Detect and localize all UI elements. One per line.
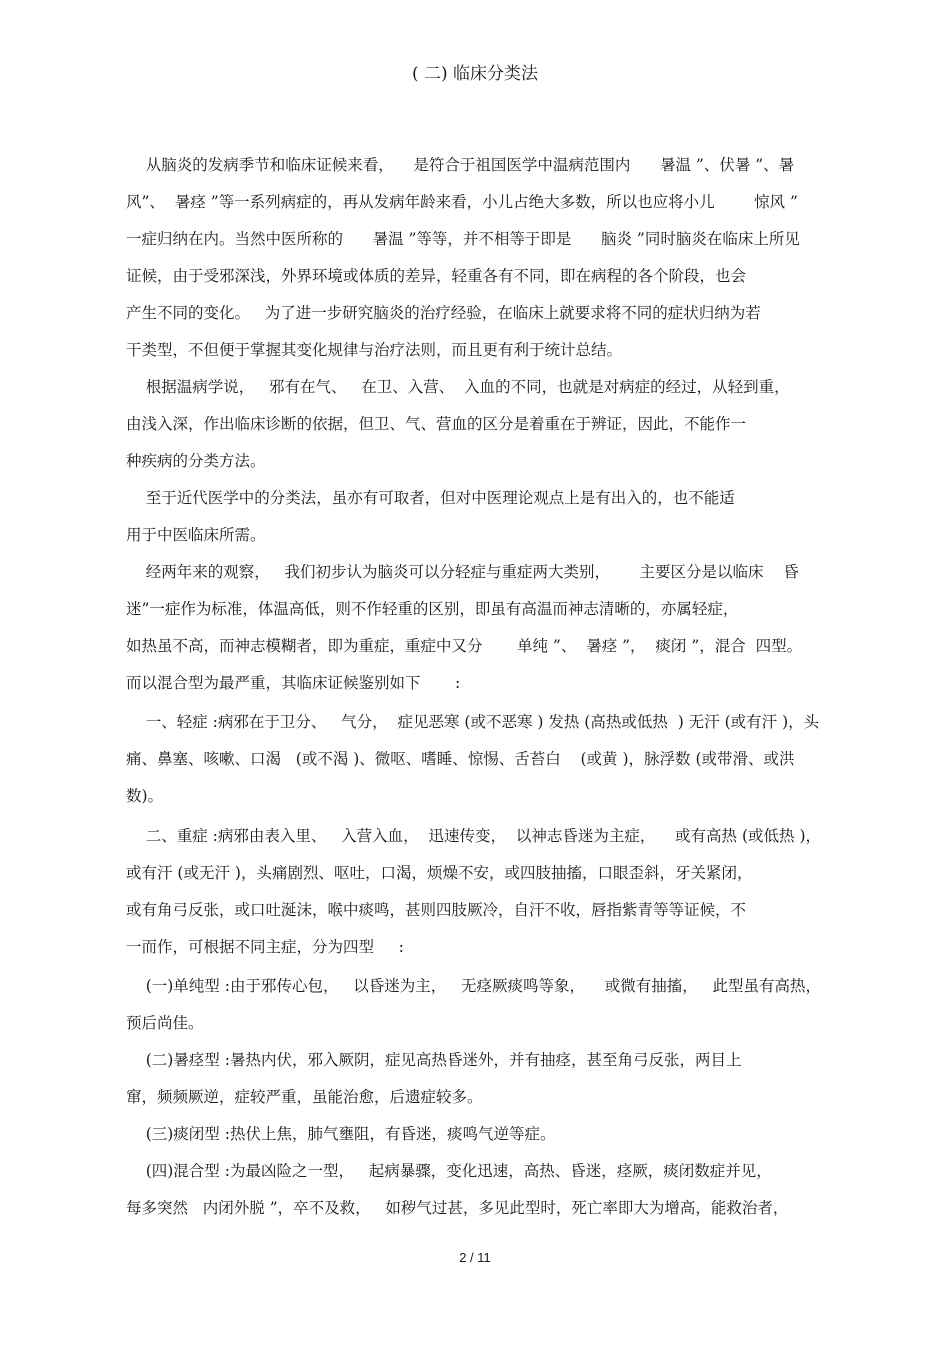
- page-number: 2 / 11: [459, 1250, 491, 1265]
- text-line: (二)暑痉型 :暑热内伏，邪入厥阴，症见高热昏迷外，并有抽痉，甚至角弓反张，两目上: [126, 1051, 742, 1069]
- text-line: 证候，由于受邪深浅，外界环境或体质的差异，轻重各有不同，即在病程的各个阶段，也会: [126, 267, 747, 285]
- text-line: 如热虽不高，而神志模糊者，即为重症，重症中又分 单纯 ”、 暑痉 ”， 痰闭 ”，混合 四型。: [126, 637, 803, 655]
- text-line: 从脑炎的发病季节和临床证候来看， 是符合于祖国医学中温病范围内 暑温 ”、伏暑 ”、暑: [126, 156, 795, 174]
- text-line: 风”、 暑痉 ”等一系列病症的，再从发病年龄来看，小儿占绝大多数，所以也应将小儿 惊风 ”: [126, 193, 798, 211]
- text-line: (三)痰闭型 :热伏上焦，肺气壅阻，有昏迷，痰鸣气逆等症。: [126, 1125, 556, 1143]
- text-line: 迷”一症作为标准，体温高低，则不作轻重的区别，即虽有高温而神志清晰的，亦属轻症，: [126, 600, 739, 618]
- text-line: 预后尚佳。: [126, 1014, 204, 1032]
- text-line: 二、重症 :病邪由表入里、 入营入血， 迅速传变， 以神志昏迷为主症， 或有高热 (或低热 )，: [126, 827, 822, 845]
- text-line: 种疾病的分类方法。: [126, 452, 266, 470]
- text-line: 数)。: [126, 787, 164, 805]
- text-line: 干类型，不但便于掌握其变化规律与治疗法则，而且更有利于统计总结。: [126, 341, 623, 359]
- text-line: 每多突然 内闭外脱 ”，卒不及救， 如秽气过甚，多见此型时，死亡率即大为增高，能救治者，: [126, 1199, 789, 1217]
- text-line: 至于近代医学中的分类法，虽亦有可取者，但对中医理论观点上是有出入的，也不能适: [126, 489, 735, 507]
- text-line: 一、轻症 :病邪在于卫分、 气分， 症见恶寒 (或不恶寒 ) 发热 (高热或低热 ) 无汗 (或有汗 )，头: [126, 713, 820, 731]
- section-title: ( 二) 临床分类法: [411, 64, 539, 84]
- text-line: 根据温病学说， 邪有在气、 在卫、入营、 入血的不同，也就是对病症的经过，从轻到重，: [126, 378, 790, 396]
- text-line: 或有汗 (或无汗 )，头痛剧烈、呕吐，口渴，烦燥不安，或四肢抽搐，口眼歪斜，牙关紧闭，: [126, 864, 753, 882]
- text-line: 由浅入深，作出临床诊断的依据，但卫、气、营血的区分是着重在于辨证，因此，不能作一: [126, 415, 747, 433]
- text-line: 用于中医临床所需。: [126, 526, 266, 544]
- text-line: (一)单纯型 :由于邪传心包， 以昏迷为主， 无痉厥痰鸣等象， 或微有抽搐， 此型虽有高热，: [126, 977, 822, 995]
- text-line: 经两年来的观察， 我们初步认为脑炎可以分轻症与重症两大类别， 主要区分是以临床 昏: [126, 563, 799, 581]
- text-line: 一症归纳在内。当然中医所称的 暑温 ”等等，并不相等于即是 脑炎 ”同时脑炎在临床上所见: [126, 230, 800, 248]
- text-line: 痛、鼻塞、咳嗽、口渴 (或不渴 )、微呕、嗜睡、惊惕、舌苔白 (或黄 )，脉浮数 (或带滑、或洪: [126, 750, 795, 768]
- text-line: (四)混合型 :为最凶险之一型， 起病暴骤，变化迅速，高热、昏迷，痉厥，痰闭数症并见，: [126, 1162, 772, 1180]
- text-line: 而以混合型为最严重，其临床证候鉴别如下 :: [126, 674, 461, 692]
- text-line: 或有角弓反张，或口吐涎沫，喉中痰鸣，甚则四肢厥冷，自汗不收，唇指紫青等等证候，不: [126, 901, 747, 919]
- text-line: 产生不同的变化。 为了进一步研究脑炎的治疗经验，在临床上就要求将不同的症状归纳为若: [126, 304, 761, 322]
- text-line: 窜，频频厥逆，症较严重，虽能治愈，后遗症较多。: [126, 1088, 483, 1106]
- text-line: 一而作，可根据不同主症，分为四型 :: [126, 938, 404, 956]
